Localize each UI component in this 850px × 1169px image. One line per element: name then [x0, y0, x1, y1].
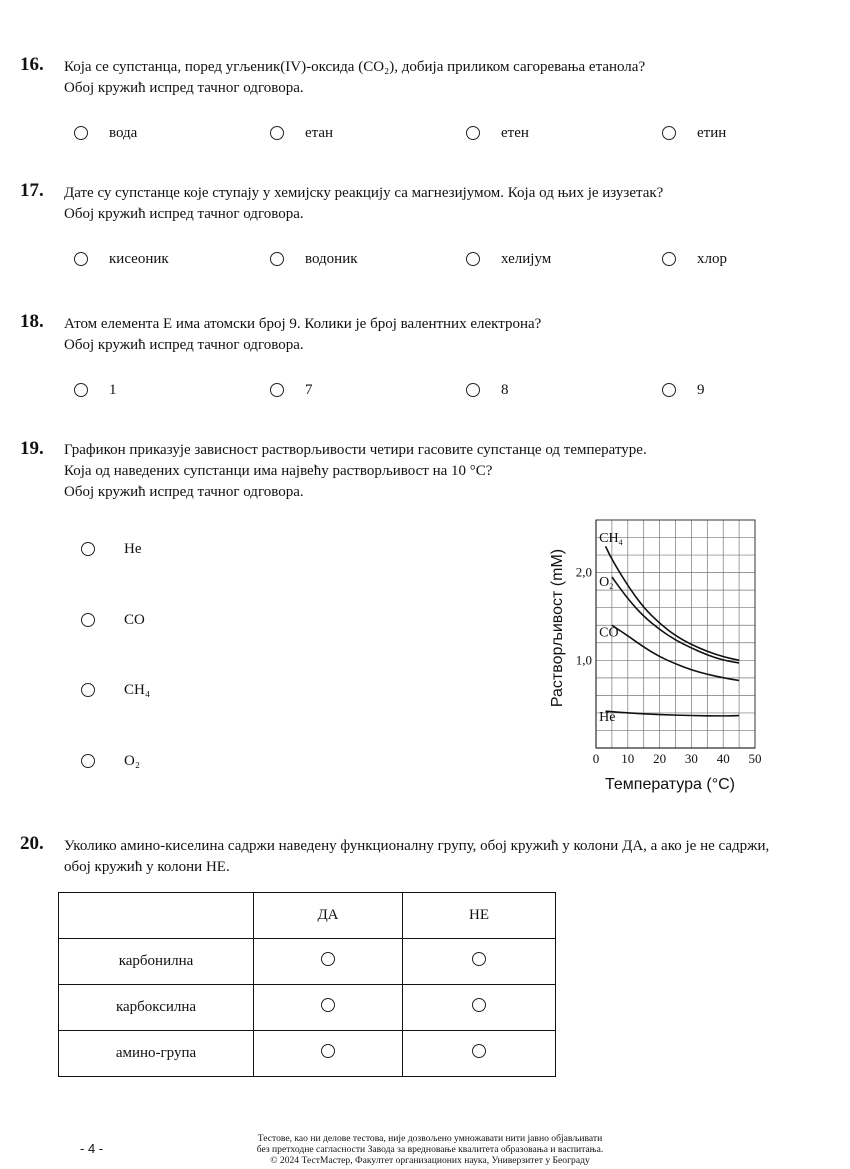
table-header-row [59, 893, 556, 939]
question-19-number: 19. [20, 438, 44, 459]
radio-circle[interactable] [321, 1044, 335, 1058]
series-label-ch4: $CH_4$ [599, 530, 623, 547]
radio-circle[interactable] [270, 252, 284, 266]
functional-group-table [58, 892, 556, 1077]
q16-option-1-label: вода [109, 125, 138, 141]
q19-option-2-label: CO [124, 612, 145, 628]
radio-circle[interactable] [321, 952, 335, 966]
q19-option-1-label: He [124, 541, 142, 557]
q19-option-4[interactable] [81, 753, 141, 769]
q16-option-4[interactable] [662, 125, 727, 141]
chart-grid [596, 520, 755, 748]
question-16-line2: Обој кружић испред тачног одговора. [64, 80, 304, 96]
question-16-line1: Која се супстанца, поред угљеник(IV)-оксида (CO₂), добија приликом сагоревања етанола? [64, 59, 646, 75]
radio-circle[interactable] [472, 998, 486, 1012]
cell-no[interactable] [403, 939, 556, 985]
table-header-empty [59, 893, 254, 939]
radio-circle[interactable] [74, 252, 88, 266]
question-18-text [64, 314, 541, 356]
y-axis-label: Растворљивост (mM) [549, 548, 566, 708]
radio-circle[interactable] [662, 252, 676, 266]
footer-note-line3: © 2024 ТестМастер, Факултет организационих наука, Универзитет у Београду [270, 1155, 590, 1166]
q18-option-3[interactable] [466, 382, 509, 398]
q19-option-2[interactable] [81, 612, 145, 628]
radio-circle[interactable] [81, 683, 95, 697]
radio-circle[interactable] [81, 754, 95, 768]
radio-circle[interactable] [472, 1044, 486, 1058]
radio-circle[interactable] [74, 383, 88, 397]
question-17-line2: Обој кружић испред тачног одговора. [64, 206, 304, 222]
q17-option-1-label: кисеоник [109, 251, 169, 267]
radio-circle[interactable] [270, 126, 284, 140]
q18-option-4-label: 9 [697, 382, 705, 398]
question-16-text [64, 57, 645, 99]
q16-option-2[interactable] [270, 125, 334, 141]
q19-option-4-label: O₂ [124, 753, 141, 769]
q18-option-3-label: 8 [501, 382, 509, 398]
radio-circle[interactable] [472, 952, 486, 966]
q18-option-1[interactable] [74, 382, 117, 398]
q16-option-4-label: етин [697, 125, 727, 141]
q17-option-2[interactable] [270, 251, 358, 267]
question-17-number: 17. [20, 180, 44, 201]
question-19-text [64, 440, 647, 503]
question-19-line2: Која од наведених супстанци има највећу растворљивост на 10 °C? [64, 463, 493, 479]
table-header-yes: ДА [254, 893, 403, 939]
x-tick-label: 40 [716, 751, 730, 766]
q19-option-1[interactable] [81, 541, 142, 557]
x-tick-label: 20 [653, 751, 667, 766]
question-17-line1: Дате су супстанце које ступају у хемијску реакцију са магнезијумом. Која од њих је изузетак? [64, 185, 664, 201]
q17-option-3[interactable] [466, 251, 552, 267]
series-label-o2: $O_2$ [599, 574, 614, 591]
question-20-line1: Уколико амино-киселина садржи наведену функционалну групу, обој кружић у колони ДА, а ако је не садржи, [64, 838, 770, 854]
footer-copyright [200, 1133, 660, 1166]
row-label-amino: амино-група [59, 1031, 254, 1077]
row-label-carboxyl: карбоксилна [59, 985, 254, 1031]
chart-lines [606, 546, 740, 716]
footer-note-line1: Тестове, као ни делове тестова, није дозвољено умножавати нити јавно објављивати [257, 1133, 603, 1144]
cell-no[interactable] [403, 1031, 556, 1077]
q18-option-1-label: 1 [109, 382, 117, 398]
x-tick-label: 0 [592, 751, 600, 766]
chart-ticks [576, 565, 762, 766]
radio-circle[interactable] [466, 126, 480, 140]
cell-yes[interactable] [254, 939, 403, 985]
question-18-number: 18. [20, 311, 44, 332]
cell-yes[interactable] [254, 1031, 403, 1077]
q17-option-4[interactable] [662, 251, 727, 267]
series-label-co: CO [599, 625, 619, 641]
question-19-line1: Графикон приказује зависност растворљивости четири гасовите супстанце од температуре. [64, 442, 647, 458]
q16-option-2-label: етан [305, 125, 334, 141]
table-header-no: НЕ [403, 893, 556, 939]
radio-circle[interactable] [270, 383, 284, 397]
q17-option-4-label: хлор [697, 251, 727, 267]
page-number: - 4 - [80, 1141, 104, 1156]
question-17-text [64, 183, 663, 225]
table-row [59, 939, 556, 985]
question-16-number: 16. [20, 54, 44, 75]
y-tick-label: 1,0 [575, 652, 592, 668]
q18-option-2[interactable] [270, 382, 313, 398]
radio-circle[interactable] [81, 613, 95, 627]
table-row [59, 1031, 556, 1077]
question-20-text [64, 836, 769, 878]
series-label-he: He [599, 709, 616, 725]
radio-circle[interactable] [466, 252, 480, 266]
series-line-he [606, 711, 740, 716]
q17-option-2-label: водоник [305, 251, 358, 267]
q19-option-3[interactable] [81, 682, 151, 698]
y-tick-label: 2,0 [575, 564, 592, 580]
x-tick-label: 30 [684, 751, 698, 766]
radio-circle[interactable] [81, 542, 95, 556]
q17-option-3-label: хелијум [501, 251, 552, 267]
x-axis-label: Температура (°C) [605, 776, 735, 793]
cell-yes[interactable] [254, 985, 403, 1031]
question-18-line1: Атом елемента Е има атомски број 9. Колики је број валентних електрона? [64, 316, 542, 332]
q19-option-3-label: CH₄ [124, 682, 151, 698]
table-row [59, 985, 556, 1031]
q18-option-4[interactable] [662, 382, 705, 398]
q16-option-3-label: етен [501, 125, 529, 141]
question-20-number: 20. [20, 833, 44, 854]
cell-no[interactable] [403, 985, 556, 1031]
series-line-ch4 [606, 546, 740, 660]
question-19-line3: Обој кружић испред тачног одговора. [64, 484, 304, 500]
question-20-line2: обој кружић у колони НЕ. [64, 859, 230, 875]
question-18-line2: Обој кружић испред тачног одговора. [64, 337, 304, 353]
x-tick-label: 50 [748, 751, 762, 766]
footer-note-line2: без претходне сагласности Завода за вредновање квалитета образовања и васпитања. [256, 1144, 604, 1155]
radio-circle[interactable] [662, 383, 676, 397]
radio-circle[interactable] [662, 126, 676, 140]
q16-option-1[interactable] [74, 125, 138, 141]
solubility-chart [540, 510, 780, 800]
radio-circle[interactable] [74, 126, 88, 140]
radio-circle[interactable] [321, 998, 335, 1012]
q18-option-2-label: 7 [305, 382, 313, 398]
x-tick-label: 10 [621, 751, 635, 766]
row-label-carbonyl: карбонилна [59, 939, 254, 985]
radio-circle[interactable] [466, 383, 480, 397]
q17-option-1[interactable] [74, 251, 169, 267]
q16-option-3[interactable] [466, 125, 529, 141]
